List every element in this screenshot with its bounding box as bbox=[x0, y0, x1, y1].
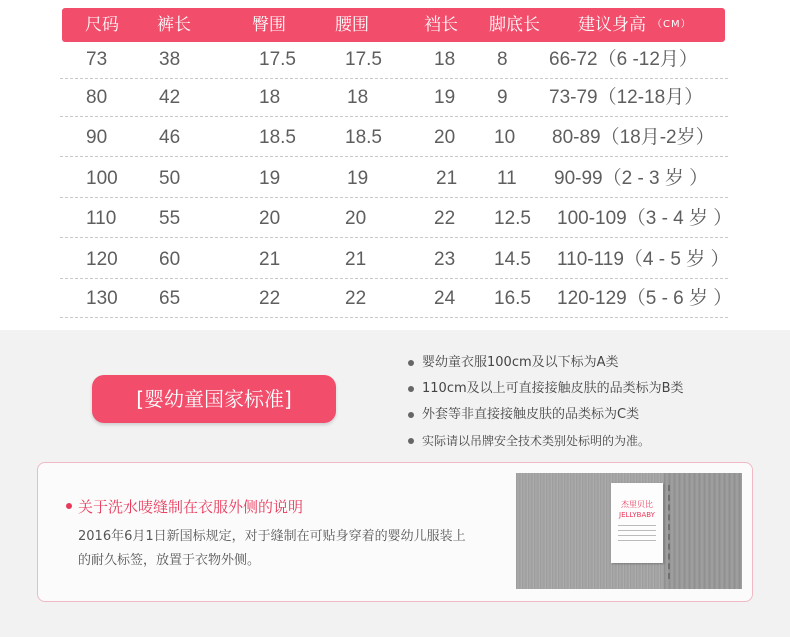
label-note-title bbox=[66, 496, 303, 517]
label-note-title-text: 关于洗水唛缝制在衣服外侧的说明 bbox=[78, 498, 304, 516]
cell-foot-length: 11 bbox=[497, 168, 517, 189]
table-row bbox=[60, 119, 728, 157]
header-foot-length: 脚底长 bbox=[489, 15, 540, 35]
cell-waist: 18 bbox=[347, 87, 369, 108]
row-divider bbox=[60, 317, 728, 318]
size-table-header bbox=[62, 8, 725, 42]
list-item-text: 实际请以吊牌安全技术类别处标明的为准。 bbox=[422, 434, 651, 448]
cell-size: 80 bbox=[86, 87, 108, 108]
cell-hip: 20 bbox=[259, 208, 281, 229]
header-size: 尺码 bbox=[85, 15, 119, 35]
cell-hip: 18 bbox=[259, 87, 281, 108]
cell-crotch: 23 bbox=[434, 249, 456, 270]
fabric-fold bbox=[664, 473, 742, 589]
cell-hip: 19 bbox=[259, 168, 281, 189]
bullet-icon bbox=[408, 412, 414, 418]
table-row bbox=[60, 160, 728, 198]
tag-brand-cn: 杰里贝比 bbox=[621, 500, 653, 509]
list-item bbox=[408, 402, 684, 428]
cell-crotch: 20 bbox=[434, 127, 456, 148]
cell-size: 130 bbox=[86, 288, 118, 309]
cell-size: 120 bbox=[86, 249, 118, 270]
cell-pants-length: 60 bbox=[159, 249, 181, 270]
row-divider bbox=[60, 197, 728, 198]
row-divider bbox=[60, 278, 728, 279]
cell-pants-length: 55 bbox=[159, 208, 181, 229]
cell-pants-length: 38 bbox=[159, 49, 181, 70]
row-divider bbox=[60, 116, 728, 117]
row-divider bbox=[60, 156, 728, 157]
table-row bbox=[60, 241, 728, 279]
care-label-photo bbox=[516, 473, 742, 589]
header-suggested-height: 建议身高 bbox=[578, 15, 646, 35]
care-label-tag bbox=[611, 483, 663, 563]
cell-hip: 22 bbox=[259, 288, 281, 309]
cell-waist: 21 bbox=[345, 249, 367, 270]
cell-hip: 21 bbox=[259, 249, 281, 270]
standard-list bbox=[408, 350, 684, 454]
cell-crotch: 19 bbox=[434, 87, 456, 108]
cell-size: 90 bbox=[86, 127, 108, 148]
cell-foot-length: 12.5 bbox=[494, 208, 531, 229]
cell-crotch: 21 bbox=[436, 168, 458, 189]
cell-pants-length: 65 bbox=[159, 288, 181, 309]
header-unit: （CM） bbox=[652, 19, 692, 30]
tag-fine-print bbox=[618, 525, 656, 545]
cell-suggested-height: 73-79（12-18月） bbox=[549, 87, 704, 108]
cell-pants-length: 42 bbox=[159, 87, 181, 108]
cell-suggested-height: 66-72（6 -12月） bbox=[549, 49, 698, 70]
cell-hip: 18.5 bbox=[259, 127, 296, 148]
header-waist: 腰围 bbox=[335, 15, 369, 35]
list-item bbox=[408, 428, 684, 454]
tag-brand-en: JELLYBABY bbox=[619, 511, 655, 519]
cell-waist: 22 bbox=[345, 288, 367, 309]
table-row bbox=[60, 41, 728, 79]
list-item bbox=[408, 350, 684, 376]
cell-foot-length: 8 bbox=[497, 49, 508, 70]
cell-pants-length: 50 bbox=[159, 168, 181, 189]
cell-suggested-height: 100-109（3 - 4 岁 ） bbox=[557, 208, 733, 229]
cell-foot-length: 10 bbox=[494, 127, 516, 148]
table-row bbox=[60, 79, 728, 117]
bullet-icon bbox=[408, 386, 414, 392]
fabric-seam bbox=[668, 485, 670, 579]
cell-size: 73 bbox=[86, 49, 108, 70]
cell-waist: 17.5 bbox=[345, 49, 382, 70]
cell-suggested-height: 110-119（4 - 5 岁 ） bbox=[557, 249, 730, 270]
header-pants-length: 裤长 bbox=[157, 15, 191, 35]
cell-foot-length: 16.5 bbox=[494, 288, 531, 309]
cell-foot-length: 9 bbox=[497, 87, 508, 108]
cell-suggested-height: 120-129（5 - 6 岁 ） bbox=[557, 288, 733, 309]
national-standard-section bbox=[0, 330, 790, 637]
cell-suggested-height: 80-89（18月-2岁） bbox=[552, 127, 715, 148]
cell-waist: 18.5 bbox=[345, 127, 382, 148]
national-standard-button[interactable]: [婴幼童国家标准] bbox=[92, 375, 336, 423]
list-item-text: 婴幼童衣服100cm及以下标为A类 bbox=[422, 355, 619, 370]
cell-crotch: 22 bbox=[434, 208, 456, 229]
list-item-text: 110cm及以上可直接接触皮肤的品类标为B类 bbox=[422, 381, 684, 396]
cell-waist: 19 bbox=[347, 168, 369, 189]
label-note-card bbox=[37, 462, 753, 602]
cell-size: 100 bbox=[86, 168, 118, 189]
cell-waist: 20 bbox=[345, 208, 367, 229]
cell-crotch: 18 bbox=[434, 49, 456, 70]
label-note-body: 2016年6月1日新国标规定，对于缝制在可贴身穿着的婴幼儿服装上的耐久标签，放置于衣物外侧。 bbox=[78, 529, 466, 568]
cell-foot-length: 14.5 bbox=[494, 249, 531, 270]
cell-suggested-height: 90-99（2 - 3 岁 ） bbox=[554, 168, 709, 189]
list-item-text: 外套等非直接接触皮肤的品类标为C类 bbox=[422, 407, 640, 422]
header-hip: 臀围 bbox=[252, 15, 286, 35]
cell-crotch: 24 bbox=[434, 288, 456, 309]
bullet-icon bbox=[66, 503, 72, 509]
row-divider bbox=[60, 237, 728, 238]
cell-size: 110 bbox=[86, 208, 117, 229]
bullet-icon bbox=[408, 438, 414, 444]
table-row bbox=[60, 200, 733, 238]
bullet-icon bbox=[408, 360, 414, 366]
table-row bbox=[60, 280, 733, 318]
cell-pants-length: 46 bbox=[159, 127, 181, 148]
header-crotch: 裆长 bbox=[424, 15, 458, 35]
list-item bbox=[408, 376, 684, 402]
cell-hip: 17.5 bbox=[259, 49, 296, 70]
